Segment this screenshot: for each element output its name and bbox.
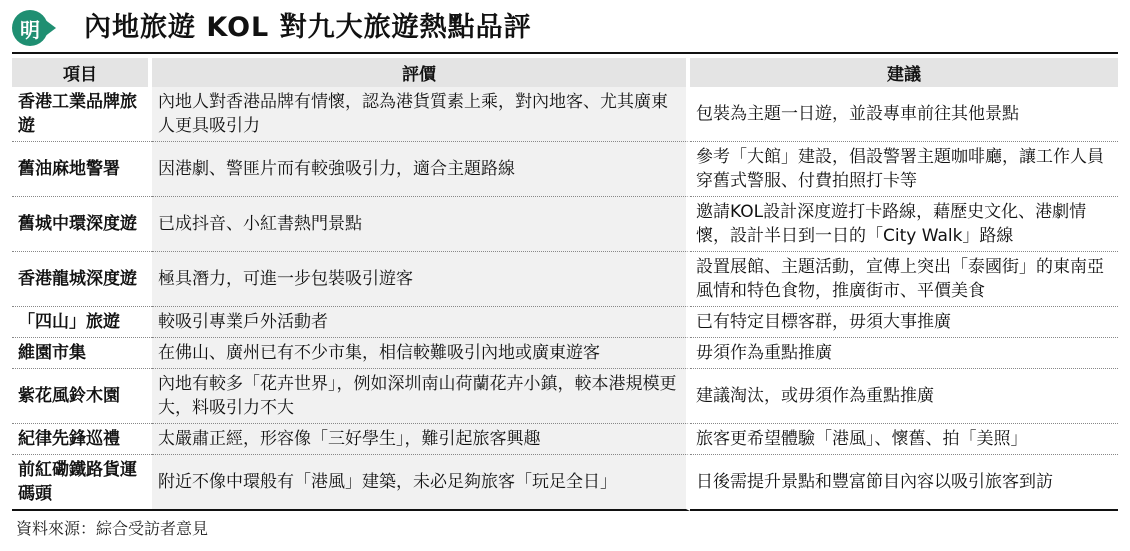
newspaper-logo-icon: 明 xyxy=(12,10,48,46)
row-item: 舊城中環深度遊 xyxy=(12,197,152,252)
table-row xyxy=(12,307,1118,338)
kol-review-table xyxy=(12,58,1118,511)
row-suggestion: 建議淘汰，或毋須作為重點推廣 xyxy=(690,369,1118,424)
row-item: 紫花風鈴木園 xyxy=(12,369,152,424)
table-row xyxy=(12,424,1118,455)
table-row xyxy=(12,142,1118,197)
row-suggestion: 包裝為主題一日遊，並設專車前往其他景點 xyxy=(690,87,1118,142)
row-item: 香港龍城深度遊 xyxy=(12,252,152,307)
table-row xyxy=(12,338,1118,369)
table-row xyxy=(12,252,1118,307)
row-suggestion: 日後需提升景點和豐富節目內容以吸引旅客到訪 xyxy=(690,455,1118,511)
row-item: 香港工業品牌旅遊 xyxy=(12,87,152,142)
row-suggestion: 毋須作為重點推廣 xyxy=(690,338,1118,369)
row-item: 「四山」旅遊 xyxy=(12,307,152,338)
row-evaluation: 已成抖音、小紅書熱門景點 xyxy=(152,197,690,252)
page-title: 內地旅遊 KOL 對九大旅遊熱點品評 xyxy=(84,12,532,43)
column-header-item: 項目 xyxy=(12,58,152,87)
column-header-suggestion: 建議 xyxy=(690,58,1118,87)
row-suggestion: 參考「大館」建設，倡設警署主題咖啡廳，讓工作人員穿舊式警服、付費拍照打卡等 xyxy=(690,142,1118,197)
table-row xyxy=(12,87,1118,142)
table-row xyxy=(12,455,1118,511)
row-item: 前紅磡鐵路貨運碼頭 xyxy=(12,455,152,511)
row-evaluation: 內地人對香港品牌有情懷，認為港貨質素上乘，對內地客、尤其廣東人更具吸引力 xyxy=(152,87,690,142)
source-note: 資料來源：綜合受訪者意見 xyxy=(16,519,209,538)
table-header-row xyxy=(12,58,1118,87)
row-evaluation: 極具潛力，可進一步包裝吸引遊客 xyxy=(152,252,690,307)
row-evaluation: 內地有較多「花卉世界」，例如深圳南山荷蘭花卉小鎮，較本港規模更大，料吸引力不大 xyxy=(152,369,690,424)
row-evaluation: 因港劇、警匪片而有較強吸引力，適合主題路線 xyxy=(152,142,690,197)
title-rule xyxy=(12,52,1118,54)
table-row xyxy=(12,197,1118,252)
table-row xyxy=(12,369,1118,424)
row-evaluation: 較吸引專業戶外活動者 xyxy=(152,307,690,338)
row-suggestion: 已有特定目標客群，毋須大事推廣 xyxy=(690,307,1118,338)
row-suggestion: 設置展館、主題活動，宣傳上突出「泰國街」的東南亞風情和特色食物，推廣街市、平價美食 xyxy=(690,252,1118,307)
column-header-evaluation: 評價 xyxy=(152,58,690,87)
row-suggestion: 邀請KOL設計深度遊打卡路線，藉歷史文化、港劇情懷，設計半日到一日的「City Walk」路線 xyxy=(690,197,1118,252)
row-item: 維園市集 xyxy=(12,338,152,369)
row-evaluation: 附近不像中環般有「港風」建築，未必足夠旅客「玩足全日」 xyxy=(152,455,690,511)
header xyxy=(12,10,1118,48)
row-item: 紀律先鋒巡禮 xyxy=(12,424,152,455)
row-evaluation: 太嚴肅正經，形容像「三好學生」，難引起旅客興趣 xyxy=(152,424,690,455)
row-suggestion: 旅客更希望體驗「港風」、懷舊、拍「美照」 xyxy=(690,424,1118,455)
row-evaluation: 在佛山、廣州已有不少市集，相信較難吸引內地或廣東遊客 xyxy=(152,338,690,369)
row-item: 舊油麻地警署 xyxy=(12,142,152,197)
